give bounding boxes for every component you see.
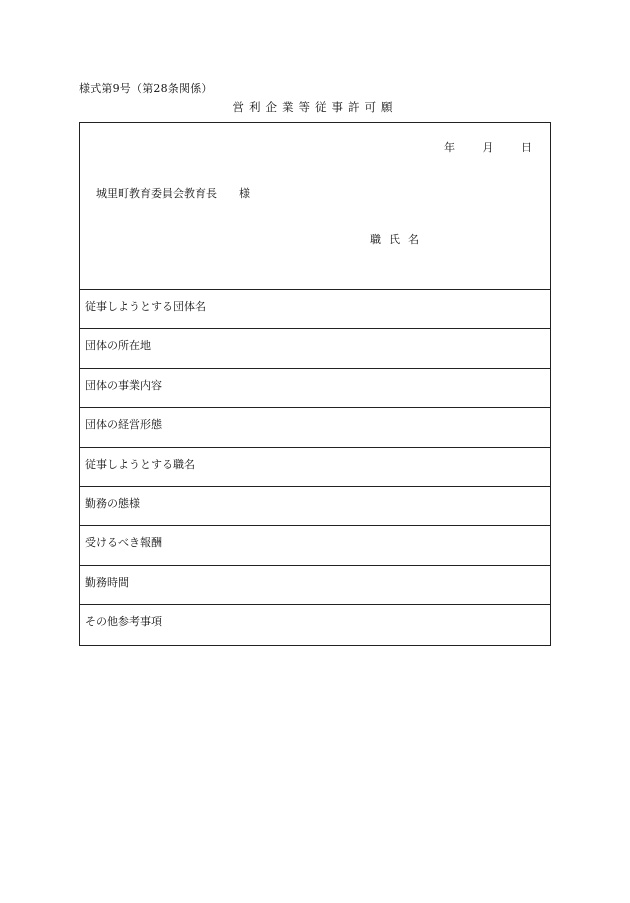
field-label: その他参考事項 (85, 615, 162, 629)
field-label: 勤務の態様 (85, 496, 140, 510)
field-label: 団体の所在地 (85, 339, 151, 353)
date-line (444, 139, 532, 155)
field-row-management-form (80, 408, 550, 447)
field-row-compensation (80, 526, 550, 565)
field-row-organization-name (80, 290, 550, 329)
field-row-organization-address (80, 329, 550, 368)
date-year-label: 年 (444, 141, 455, 154)
date-month-label: 月 (482, 141, 494, 154)
addressee-name: 城里町教育委員会教育長 (96, 187, 217, 200)
field-label: 団体の経営形態 (85, 418, 162, 432)
application-form-table (79, 122, 551, 646)
date-day-label: 日 (521, 141, 532, 154)
field-row-position-title (80, 448, 550, 487)
field-row-working-hours (80, 566, 550, 605)
form-number: 様式第9号（第28条関係） (79, 82, 213, 95)
field-row-work-mode (80, 487, 550, 526)
field-label: 従事しようとする団体名 (85, 300, 206, 313)
form-title: 営利企業等従事許可願 (232, 100, 398, 114)
form-header-cell (80, 123, 550, 290)
addressee-honorific: 様 (239, 187, 250, 200)
field-label: 従事しようとする職名 (85, 457, 195, 471)
field-label: 団体の事業内容 (85, 378, 162, 392)
addressee-line (96, 185, 250, 201)
field-label: 勤務時間 (85, 575, 129, 589)
field-row-other-notes (80, 605, 550, 644)
field-row-business-content (80, 369, 550, 408)
field-label: 受けるべき報酬 (85, 536, 162, 550)
applicant-label: 職氏名 (370, 233, 427, 246)
